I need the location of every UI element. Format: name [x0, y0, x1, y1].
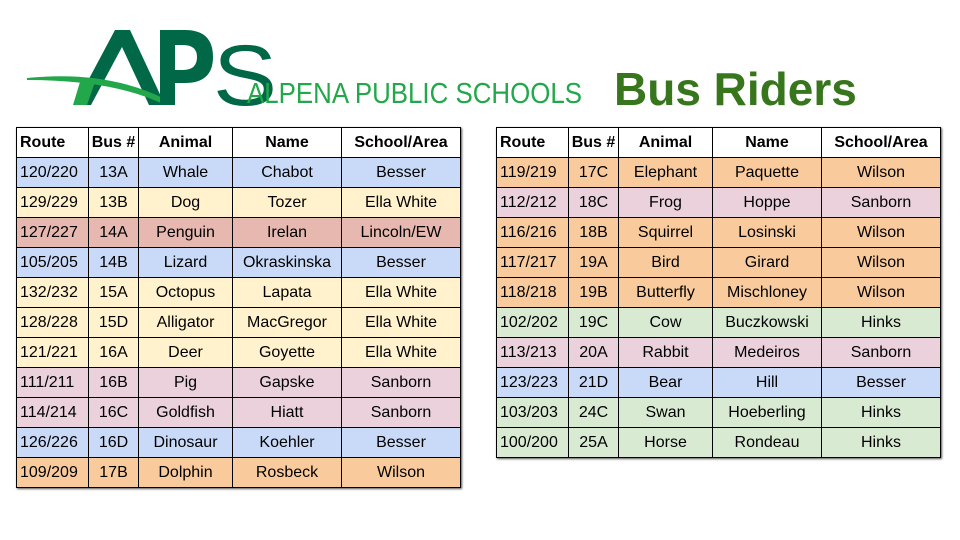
route-cell: 128/228 [17, 308, 89, 338]
bus-number-cell: 18B [569, 218, 619, 248]
animal-cell: Butterfly [619, 278, 713, 308]
name-cell: Tozer [233, 188, 342, 218]
name-cell: Paquette [713, 158, 822, 188]
animal-cell: Deer [139, 338, 233, 368]
animal-cell: Frog [619, 188, 713, 218]
table-row [497, 308, 941, 338]
route-cell: 126/226 [17, 428, 89, 458]
column-header: School/Area [342, 128, 461, 158]
school-area-cell: Sanborn [342, 368, 461, 398]
school-area-cell: Ella White [342, 308, 461, 338]
bus-number-cell: 17C [569, 158, 619, 188]
table-row [497, 188, 941, 218]
bus-number-cell: 17B [89, 458, 139, 488]
name-cell: Mischloney [713, 278, 822, 308]
column-header: Route [17, 128, 89, 158]
animal-cell: Whale [139, 158, 233, 188]
school-area-cell: Sanborn [822, 338, 941, 368]
animal-cell: Dinosaur [139, 428, 233, 458]
table-row [17, 188, 461, 218]
table-row [17, 278, 461, 308]
route-cell: 105/205 [17, 248, 89, 278]
route-cell: 119/219 [497, 158, 569, 188]
column-header: Animal [139, 128, 233, 158]
column-header: School/Area [822, 128, 941, 158]
route-cell: 127/227 [17, 218, 89, 248]
header-row [17, 128, 461, 158]
school-area-cell: Ella White [342, 338, 461, 368]
route-cell: 117/217 [497, 248, 569, 278]
name-cell: MacGregor [233, 308, 342, 338]
school-area-cell: Wilson [342, 458, 461, 488]
column-header: Name [233, 128, 342, 158]
name-cell: Koehler [233, 428, 342, 458]
school-area-cell: Ella White [342, 278, 461, 308]
school-area-cell: Besser [342, 248, 461, 278]
route-cell: 112/212 [497, 188, 569, 218]
column-header: Animal [619, 128, 713, 158]
name-cell: Hiatt [233, 398, 342, 428]
name-cell: Hill [713, 368, 822, 398]
table-row [497, 398, 941, 428]
route-cell: 121/221 [17, 338, 89, 368]
animal-cell: Rabbit [619, 338, 713, 368]
animal-cell: Elephant [619, 158, 713, 188]
route-cell: 100/200 [497, 428, 569, 458]
school-area-cell: Wilson [822, 158, 941, 188]
table-row [17, 248, 461, 278]
school-area-cell: Wilson [822, 248, 941, 278]
bus-number-cell: 14B [89, 248, 139, 278]
bus-number-cell: 19A [569, 248, 619, 278]
name-cell: Hoeberling [713, 398, 822, 428]
bus-number-cell: 13A [89, 158, 139, 188]
bus-number-cell: 16C [89, 398, 139, 428]
name-cell: Lapata [233, 278, 342, 308]
name-cell: Girard [713, 248, 822, 278]
route-cell: 111/211 [17, 368, 89, 398]
column-header: Bus # [89, 128, 139, 158]
animal-cell: Lizard [139, 248, 233, 278]
route-cell: 129/229 [17, 188, 89, 218]
name-cell: Chabot [233, 158, 342, 188]
route-cell: 102/202 [497, 308, 569, 338]
column-header: Name [713, 128, 822, 158]
name-cell: Gapske [233, 368, 342, 398]
school-area-cell: Besser [822, 368, 941, 398]
route-cell: 132/232 [17, 278, 89, 308]
school-area-cell: Hinks [822, 398, 941, 428]
route-cell: 103/203 [497, 398, 569, 428]
school-area-cell: Lincoln/EW [342, 218, 461, 248]
table-row [17, 458, 461, 488]
bus-number-cell: 20A [569, 338, 619, 368]
svg-text:S: S [213, 27, 278, 115]
animal-cell: Alligator [139, 308, 233, 338]
route-cell: 114/214 [17, 398, 89, 428]
bus-riders-table-right [496, 127, 941, 458]
name-cell: Rosbeck [233, 458, 342, 488]
bus-number-cell: 13B [89, 188, 139, 218]
route-cell: 120/220 [17, 158, 89, 188]
table-row [497, 428, 941, 458]
animal-cell: Penguin [139, 218, 233, 248]
bus-number-cell: 25A [569, 428, 619, 458]
bus-number-cell: 18C [569, 188, 619, 218]
animal-cell: Bear [619, 368, 713, 398]
school-area-cell: Sanborn [822, 188, 941, 218]
school-area-cell: Besser [342, 158, 461, 188]
animal-cell: Swan [619, 398, 713, 428]
name-cell: Buczkowski [713, 308, 822, 338]
school-area-cell: Wilson [822, 218, 941, 248]
name-cell: Hoppe [713, 188, 822, 218]
name-cell: Medeiros [713, 338, 822, 368]
school-area-cell: Hinks [822, 428, 941, 458]
header-row [497, 128, 941, 158]
table-row [17, 158, 461, 188]
column-header: Bus # [569, 128, 619, 158]
table-row [497, 218, 941, 248]
table-row [497, 248, 941, 278]
page-title: Bus Riders [614, 63, 857, 115]
bus-number-cell: 16A [89, 338, 139, 368]
animal-cell: Pig [139, 368, 233, 398]
animal-cell: Bird [619, 248, 713, 278]
table-row [497, 338, 941, 368]
animal-cell: Squirrel [619, 218, 713, 248]
route-cell: 116/216 [497, 218, 569, 248]
route-cell: 109/209 [17, 458, 89, 488]
bus-number-cell: 19C [569, 308, 619, 338]
table-row [17, 218, 461, 248]
animal-cell: Dog [139, 188, 233, 218]
table-row [17, 338, 461, 368]
school-area-cell: Sanborn [342, 398, 461, 428]
animal-cell: Cow [619, 308, 713, 338]
route-cell: 118/218 [497, 278, 569, 308]
table-row [17, 398, 461, 428]
table-row [17, 428, 461, 458]
bus-riders-table-left [16, 127, 461, 488]
table-row [497, 158, 941, 188]
school-area-cell: Wilson [822, 278, 941, 308]
bus-number-cell: 16D [89, 428, 139, 458]
animal-cell: Dolphin [139, 458, 233, 488]
school-area-cell: Ella White [342, 188, 461, 218]
name-cell: Rondeau [713, 428, 822, 458]
bus-number-cell: 24C [569, 398, 619, 428]
name-cell: Goyette [233, 338, 342, 368]
table-row [497, 368, 941, 398]
bus-number-cell: 21D [569, 368, 619, 398]
bus-number-cell: 16B [89, 368, 139, 398]
name-cell: Losinski [713, 218, 822, 248]
route-cell: 123/223 [497, 368, 569, 398]
animal-cell: Octopus [139, 278, 233, 308]
bus-number-cell: 14A [89, 218, 139, 248]
bus-number-cell: 15D [89, 308, 139, 338]
route-cell: 113/213 [497, 338, 569, 368]
table-row [17, 368, 461, 398]
column-header: Route [497, 128, 569, 158]
aps-logo [25, 25, 585, 115]
bus-number-cell: 19B [569, 278, 619, 308]
name-cell: Okraskinska [233, 248, 342, 278]
school-area-cell: Hinks [822, 308, 941, 338]
table-row [497, 278, 941, 308]
svg-text:ALPENA PUBLIC SCHOOLS: ALPENA PUBLIC SCHOOLS [247, 78, 582, 110]
school-area-cell: Besser [342, 428, 461, 458]
name-cell: Irelan [233, 218, 342, 248]
animal-cell: Horse [619, 428, 713, 458]
animal-cell: Goldfish [139, 398, 233, 428]
bus-number-cell: 15A [89, 278, 139, 308]
table-row [17, 308, 461, 338]
